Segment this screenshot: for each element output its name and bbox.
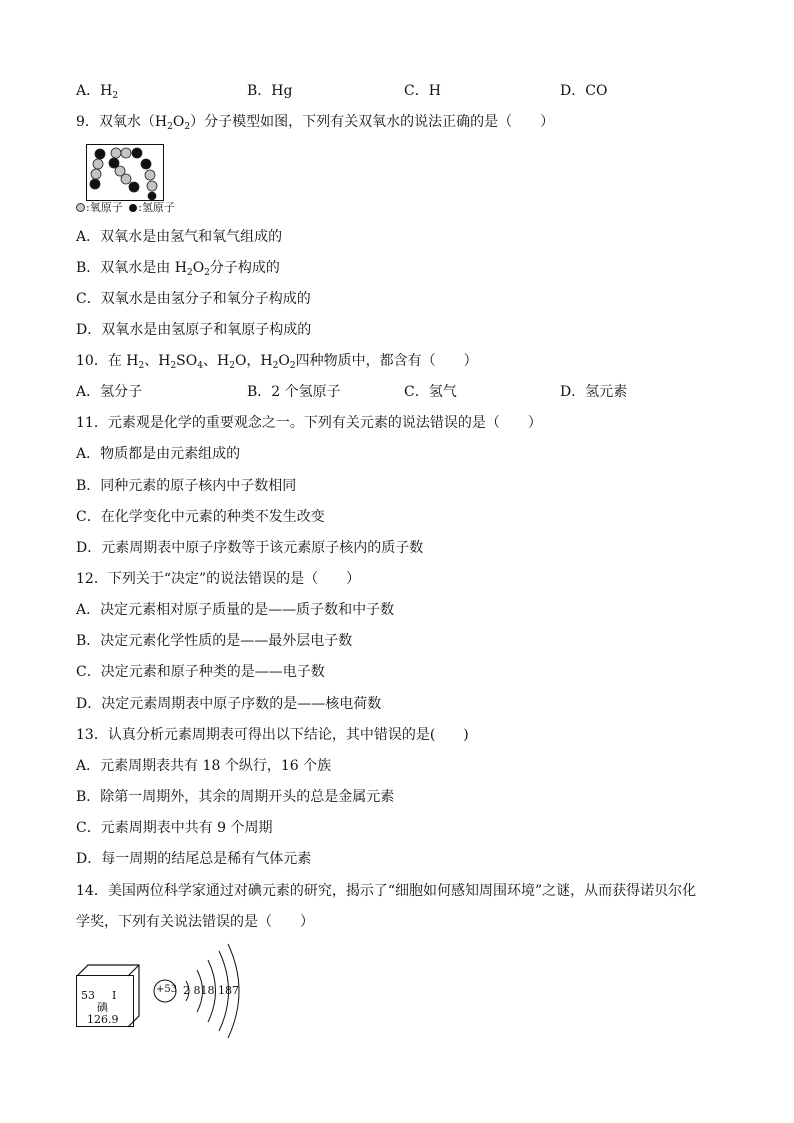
q13-option-d: D．每一周期的结尾总是稀有气体元素 <box>76 851 312 867</box>
option-a: A．$H_2$ <box>76 83 119 101</box>
element-name: 碘 <box>97 1001 108 1014</box>
question-11-stem: 11．元素观是化学的重要观念之一。下列有关元素的说法错误的是（ ） <box>76 415 542 431</box>
element-symbol: I <box>112 989 117 1002</box>
q10-option-c: C．氢气 <box>404 384 457 400</box>
option-b: B．Hg <box>247 83 293 99</box>
question-14-stem-line2: 学奖，下列有关说法错误的是（ ） <box>76 914 314 930</box>
q11-option-a: A．物质都是由元素组成的 <box>76 446 241 462</box>
oxygen-atom-icon <box>76 203 85 212</box>
electron-shell-counts: 2 818 187 <box>183 984 239 997</box>
q9-option-d: D．双氧水是由氢原子和氧原子构成的 <box>76 322 312 338</box>
question-9-stem: 9．双氧水$(H_2O_2)$分子模型如图，下列有关双氧水的说法正确的是（ ） <box>76 114 555 132</box>
h2o2-molecule-model-figure <box>86 144 164 202</box>
q12-option-d: D．决定元素周期表中原子序数的是——核电荷数 <box>76 696 382 712</box>
q10-option-a: A．氢分子 <box>76 384 143 400</box>
q10-option-d: D．氢元素 <box>560 384 628 400</box>
question-13-stem: 13．认真分析元素周期表可得出以下结论，其中错误的是( ) <box>76 727 469 743</box>
element-atomic-mass: 126.9 <box>87 1013 119 1026</box>
model-legend: :氧原子 :氢原子 <box>76 201 175 215</box>
q13-option-a: A．元素周期表共有 18 个纵行，16 个族 <box>76 758 332 774</box>
q12-option-c: C．决定元素和原子种类的是——电子数 <box>76 664 325 680</box>
q12-option-a: A．决定元素相对原子质量的是——质子数和中子数 <box>76 602 395 618</box>
iodine-element-cell <box>76 975 134 1027</box>
q9-option-c: C．双氧水是由氢分子和氧分子构成的 <box>76 291 311 307</box>
q12-option-b: B．决定元素化学性质的是——最外层电子数 <box>76 633 353 649</box>
q11-option-b: B．同种元素的原子核内中子数相同 <box>76 478 297 494</box>
question-14-stem-line1: 14．美国两位科学家通过对碘元素的研究，揭示了“细胞如何感知周围环境”之谜，从而获得诺贝尔化 <box>76 883 697 899</box>
q13-option-b: B．除第一周期外，其余的周期开头的总是金属元素 <box>76 789 395 805</box>
option-d: D．CO <box>560 83 608 99</box>
q9-option-a: A．双氧水是由氢气和氧气组成的 <box>76 229 283 245</box>
element-atomic-number: 53 <box>81 989 95 1002</box>
q11-option-c: C．在化学变化中元素的种类不发生改变 <box>76 509 325 525</box>
option-c: C．H <box>404 83 441 99</box>
question-10-stem: 10．在 $H_2$、$H_2SO_4$、$H_2O$，$H_2O_2$四种物质中，都含有（ ） <box>76 353 478 371</box>
question-12-stem: 12．下列关于“决定”的说法错误的是（ ） <box>76 571 361 587</box>
q13-option-c: C．元素周期表中共有 9 个周期 <box>76 820 273 836</box>
q11-option-d: D．元素周期表中原子序数等于该元素原子核内的质子数 <box>76 540 424 556</box>
hydrogen-atom-icon <box>129 204 137 212</box>
q9-option-b: B．双氧水是由 $H_2O_2$分子构成的 <box>76 260 280 278</box>
q10-option-b: B．2 个氢原子 <box>247 384 341 400</box>
nucleus-charge: +53 <box>156 984 178 995</box>
